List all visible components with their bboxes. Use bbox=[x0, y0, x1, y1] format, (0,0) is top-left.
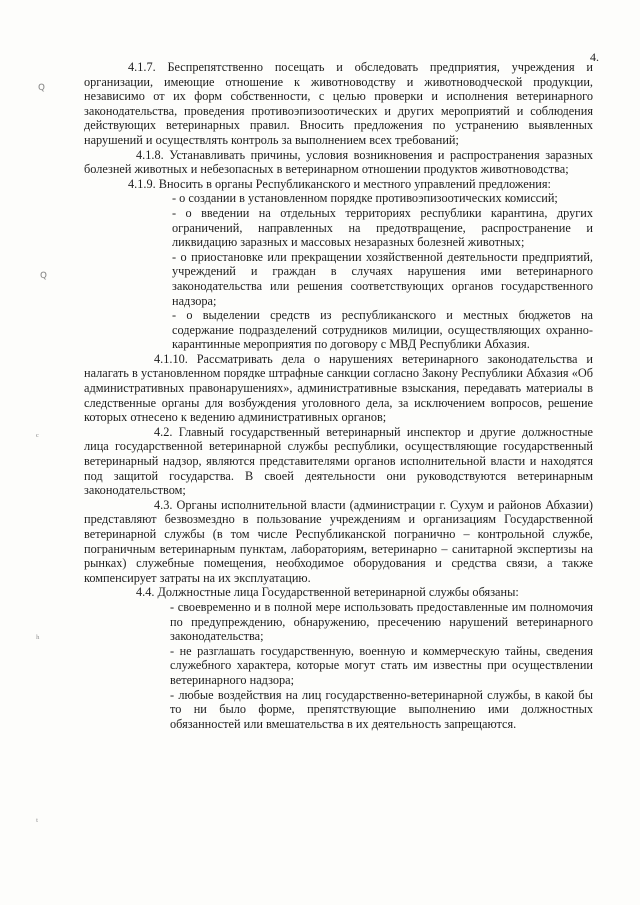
document-body bbox=[84, 60, 593, 731]
paragraph-4-1-8: 4.1.8. Устанавливать причины, условия возникновения и распространения заразных болезней животных и небезопасных в ветеринарном отношении продуктов животноводства; bbox=[84, 147, 593, 177]
paragraph-4-1-9: 4.1.9. Вносить в органы Республиканского и местного управлений предложения: bbox=[128, 176, 551, 191]
list-item: - о выделении средств из республиканского и местных бюджетов на содержание подразделений сотрудников милиции, осуществляющих охранно-карантинные мероприятия по договору с МВД Республики Абхазия. bbox=[172, 308, 593, 352]
margin-scan-mark: ꞯ bbox=[40, 269, 47, 281]
paragraph-4-2: 4.2. Главный государственный ветеринарный инспектор и другие должностные лица государственной ветеринарной службы республики, осуществляющие государственный ветеринарный надзор, являются представителями органов исполнительной власти и находятся под защитой государства. В своей деятельности они руководствуются ветеринарным законодательством; bbox=[84, 424, 593, 498]
list-4-4 bbox=[170, 600, 593, 731]
paragraph-4-3: 4.3. Органы исполнительной власти (администрации г. Сухум и районов Абхазии) представляют безвозмездно в пользование учреждениям и организациям Государственной ветеринарной службы (в том числе Республиканской погранично – контрольной службе, пограничным ветеринарным пунктам, лабораториям, ветеринарно – санитарной экспертизы на рынках) служебные помещения, необходимое оборудования и средства связи, а также компенсирует затраты на их эксплуатацию. bbox=[84, 497, 593, 585]
list-item: - любые воздействия на лиц государственно-ветеринарной службы, в какой бы то ни было форме, препятствующие выполнению ими должностных обязанностей или вмешательства в их деятельность запрещаются. bbox=[170, 687, 593, 731]
list-item: - своевременно и в полной мере использовать предоставленные им полномочия по предупреждению, обнаружению, пресечению нарушений ветеринарного законодательства; bbox=[170, 599, 593, 644]
list-item: - о введении на отдельных территориях республики карантина, других ограничений, направленных на предотвращение, распространение и ликвидацию заразных и массовых незаразных болезней животных; bbox=[172, 205, 593, 250]
list-item: - о приостановке или прекращении хозяйственной деятельности предприятий, учреждений и граждан в случаях нарушения ими ветеринарного законодательства или решения соответствующих органов государственного надзора; bbox=[172, 249, 593, 308]
paragraph-4-4: 4.4. Должностные лица Государственной ветеринарной службы обязаны: bbox=[136, 585, 519, 600]
margin-scan-mark: ᵗ bbox=[36, 816, 39, 828]
paragraph-4-1-7: 4.1.7. Беспрепятственно посещать и обследовать предприятия, учреждения и организации, имеющие отношение к животноводству и животноводческой продукции, независимо от их форм собственности, с целью проверки и исполнения ветеринарного законодательства, проведения противоэпизоотических и других мероприятий и соблюдения действующих ветеринарных правил. Вносить предложения по устранению выявленных нарушений и осуществлять контроль за выполнением всех требований; bbox=[84, 60, 593, 147]
list-item: - о создании в установленном порядке противоэпизоотических комиссий; bbox=[172, 191, 558, 206]
margin-scan-mark: ᶜ bbox=[36, 431, 39, 443]
paragraph-4-1-10: 4.1.10. Рассматривать дела о нарушениях ветеринарного законодательства и налагать в установленном порядке штрафные санкции согласно Закону Республики Абхазия «Об административных правонарушениях», административные взыскания, передавать материалы в следственные органы для возбуждения уголовного дела, за исключением вопросов, решение которых отнесено к ведению административных органов; bbox=[84, 351, 593, 425]
margin-scan-mark: ʰ bbox=[36, 633, 40, 645]
list-item: - не разглашать государственную, военную и коммерческую тайны, сведения служебного характера, которые могут стать им известны при осуществлении ветеринарного надзора; bbox=[170, 643, 593, 687]
list-4-1-9 bbox=[172, 191, 593, 352]
page-number: 4. bbox=[590, 50, 599, 64]
margin-scan-mark: ꞯ bbox=[38, 81, 45, 93]
